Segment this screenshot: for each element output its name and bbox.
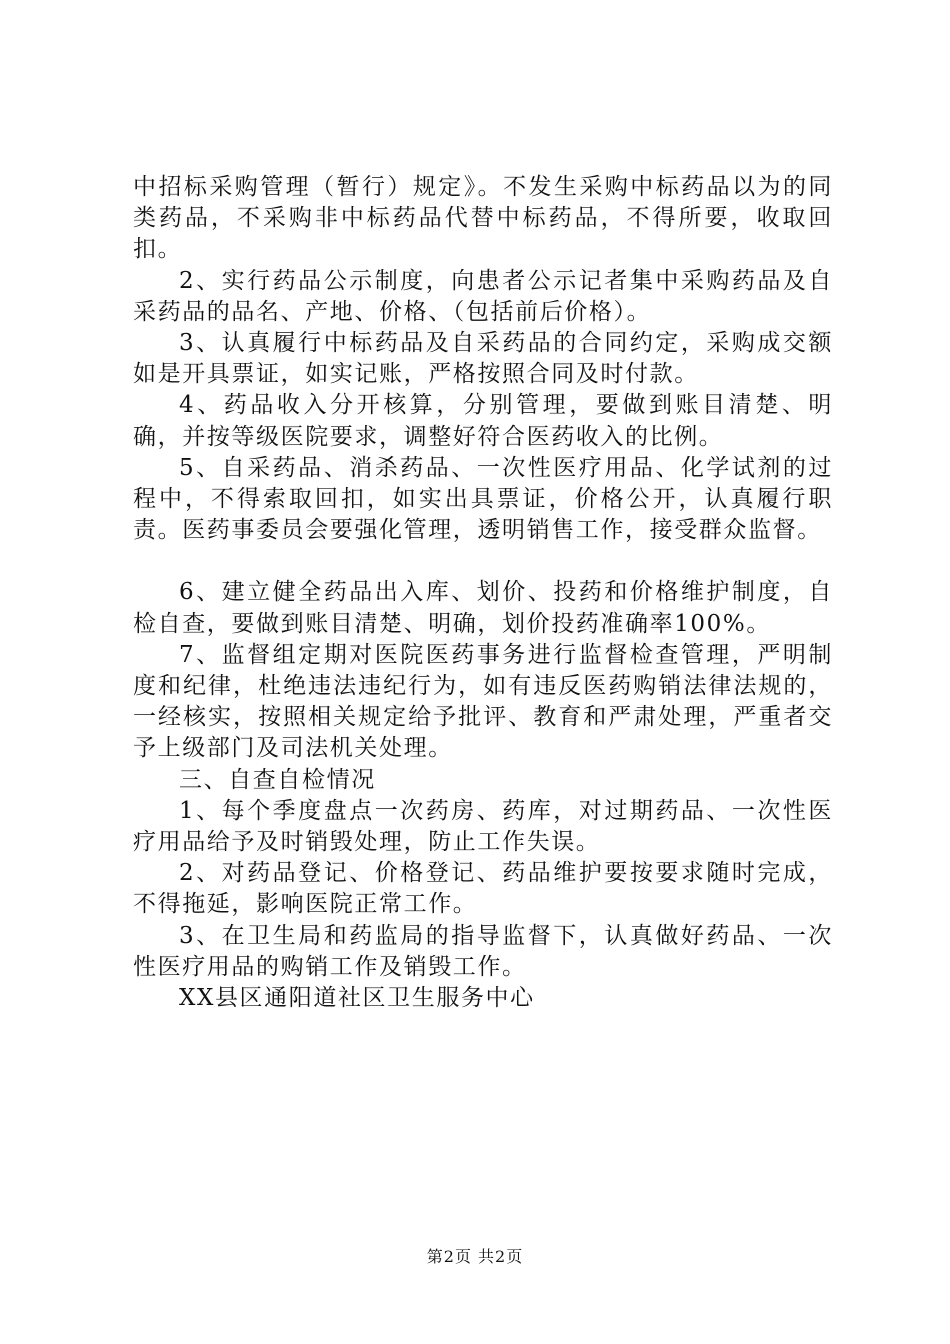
paragraph-item-7: 7、监督组定期对医院医药事务进行监督检查管理，严明制度和纪律，杜绝违法违纪行为，如有违反医药购销法律法规的，一经核实，按照相关规定给予批评、教育和严肃处理，严重者交予上级部门及司法机关处理。 [133, 641, 833, 762]
paragraph-continuation: 中招标采购管理（暂行）规定》。不发生采购中标药品以为的同类药品，不采购非中标药品代替中标药品，不得所要，收取回扣。 [133, 174, 833, 263]
section-heading-self-inspection: 三、自查自检情况 [179, 766, 376, 793]
document-body [133, 172, 833, 1014]
paragraph-item-4: 4、药品收入分开核算，分别管理，要做到账目清楚、明确，并按等级医院要求，调整好符合医药收入的比例。 [133, 392, 833, 450]
paragraph-item-2: 2、实行药品公示制度，向患者公示记者集中采购药品及自采药品的品名、产地、价格、（包括前后价格）。 [133, 267, 833, 325]
paragraph-inspection-3: 3、在卫生局和药监局的指导监督下，认真做好药品、一次性医疗用品的购销工作及销毁工作。 [133, 922, 833, 980]
paragraph-inspection-2: 2、对药品登记、价格登记、药品维护要按要求随时完成，不得拖延，影响医院正常工作。 [133, 860, 833, 918]
signature-organization: XX县区通阳道社区卫生服务中心 [179, 985, 535, 1012]
paragraph-inspection-1: 1、每个季度盘点一次药房、药库，对过期药品、一次性医疗用品给予及时销毁处理，防止工作失误。 [133, 797, 833, 856]
paragraph-item-3: 3、认真履行中标药品及自采药品的合同约定，采购成交额如是开具票证，如实记账，严格按照合同及时付款。 [133, 330, 833, 388]
page-number-footer: 第2页 共2页 [426, 1247, 524, 1266]
paragraph-item-5: 5、自采药品、消杀药品、一次性医疗用品、化学试剂的过程中，不得索取回扣，如实出具票证，价格公开，认真履行职责。医药事委员会要强化管理，透明销售工作，接受群众监督。 [133, 454, 833, 544]
paragraph-item-6: 6、建立健全药品出入库、划价、投药和价格维护制度，自检自查，要做到账目清楚、明确，划价投药准确率100%。 [133, 579, 833, 637]
